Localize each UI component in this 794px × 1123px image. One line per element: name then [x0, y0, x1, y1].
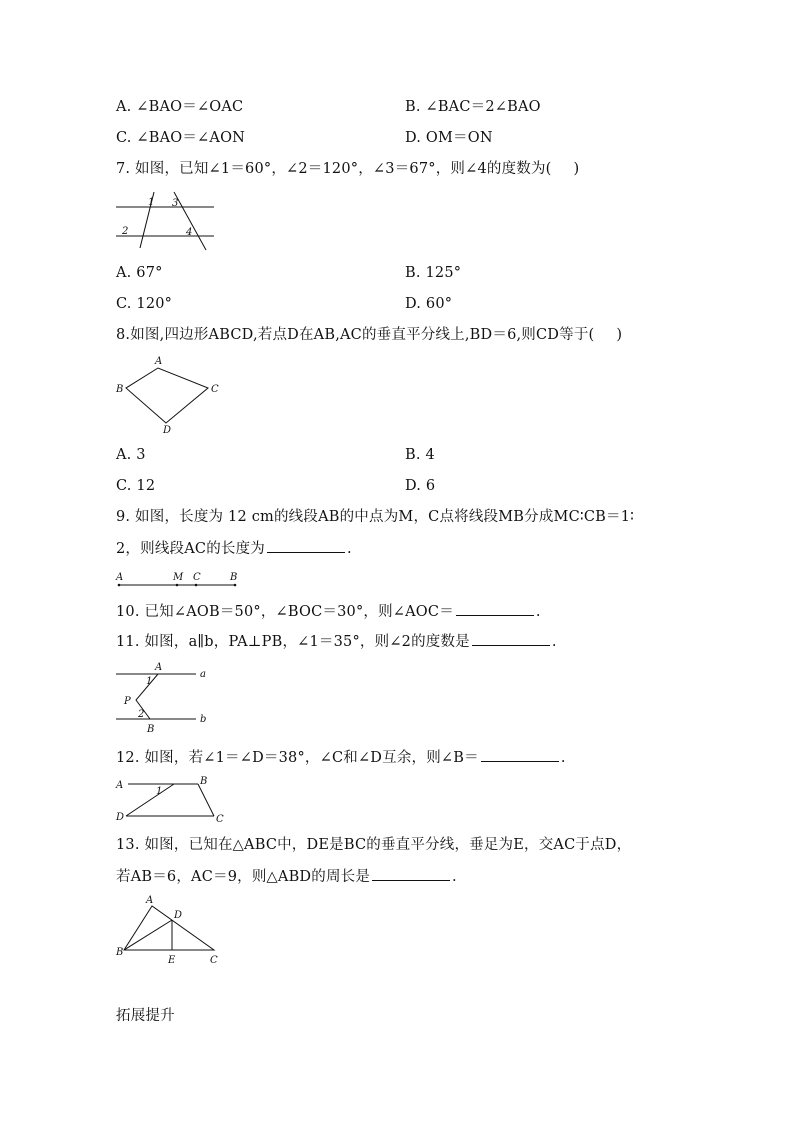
q12-answer-blank[interactable]: [481, 747, 559, 762]
q12-label-c: C: [216, 814, 224, 825]
q12-side-bc: [198, 784, 214, 816]
q13-figure: [116, 892, 226, 966]
q11-stem-text: 11. 如图，a∥b，PA⊥PB，∠1＝35°，则∠2的度数是: [116, 634, 470, 650]
q6-option-d: D. OM＝ON: [405, 130, 493, 146]
q12-label-b: B: [200, 776, 208, 787]
q7-stem: [116, 159, 579, 179]
q8-stem-close: ): [616, 327, 623, 343]
q10-stem: [116, 601, 541, 622]
q12-label-a: A: [116, 780, 124, 791]
q8-option-a: A. 3: [116, 447, 146, 463]
q13-label-d: D: [174, 910, 183, 921]
q9-answer-blank[interactable]: [267, 538, 345, 553]
q9-label-b: B: [230, 572, 238, 583]
q9-point-c: [195, 584, 198, 587]
q9-stem-line2-end: .: [347, 541, 352, 557]
q7-option-a: A. 67°: [116, 265, 163, 281]
q9-label-c: C: [193, 572, 201, 583]
q8-option-c: C. 12: [116, 478, 156, 494]
q7-angle-1-label: 1: [148, 197, 155, 208]
q11-label-line-b: b: [200, 714, 207, 725]
q13-label-c: C: [210, 955, 218, 966]
q13-label-a: A: [146, 895, 154, 906]
q7-figure: [116, 190, 216, 250]
q8-option-d: D. 6: [405, 478, 436, 494]
q7-right-transversal: [174, 192, 206, 250]
q7-angle-4-label: 4: [186, 227, 193, 238]
q9-point-m: [176, 584, 179, 587]
q13-segment-bd: [124, 920, 172, 950]
q13-answer-blank[interactable]: [372, 866, 450, 881]
q12-figure: [116, 775, 226, 825]
q12-label-d: D: [116, 812, 125, 823]
q12-angle-1-label: 1: [156, 786, 163, 797]
q13-stem-line2-end: .: [452, 869, 457, 885]
q10-stem-text: 10. 已知∠AOB＝50°，∠BOC＝30°，则∠AOC＝: [116, 604, 454, 620]
q8-vertex-c-label: C: [211, 384, 219, 395]
q8-vertex-b-label: B: [116, 384, 124, 395]
q8-vertex-a-label: A: [155, 356, 163, 367]
q11-stem-end: .: [551, 634, 557, 650]
q10-stem-end: .: [535, 604, 541, 620]
q9-figure: [116, 570, 241, 592]
q12-diagonal-db: [126, 784, 174, 816]
q9-stem-line2: [116, 538, 352, 559]
q9-label-a: A: [116, 572, 124, 583]
q9-point-b: [234, 584, 237, 587]
q9-stem-line1: 9. 如图，长度为 12 cm的线段AB的中点为M，C点将线段MB分成MC∶CB＝1∶: [116, 509, 635, 525]
q11-label-b-point: B: [147, 724, 155, 735]
q13-label-b: B: [116, 947, 124, 958]
q8-vertex-d-label: D: [163, 425, 172, 436]
q11-label-line-a: a: [200, 669, 206, 680]
q6-option-c: C. ∠BAO＝∠AON: [116, 130, 246, 146]
q9-point-a: [118, 584, 121, 587]
q12-stem-end: .: [560, 750, 566, 766]
section-heading: 拓展提升: [116, 1008, 175, 1024]
q13-stem-line1: 13. 如图，已知在△ABC中，DE是BC的垂直平分线，垂足为E，交AC于点D，: [116, 837, 632, 853]
q13-stem-line2-text: 若AB＝6，AC＝9，则△ABD的周长是: [116, 869, 371, 885]
q8-quadrilateral: [126, 368, 208, 423]
q11-figure: [116, 660, 216, 736]
q6-option-b: B. ∠BAC＝2∠BAO: [405, 99, 541, 115]
q10-answer-blank[interactable]: [456, 601, 534, 616]
q9-label-m: M: [173, 572, 184, 583]
q11-answer-blank[interactable]: [472, 631, 550, 646]
q7-angle-2-label: 2: [122, 226, 129, 237]
q8-stem: [116, 325, 622, 345]
q8-stem-text: 8.如图,四边形ABCD,若点D在AB,AC的垂直平分线上,BD＝6,则CD等于(: [116, 327, 595, 343]
q8-option-b: B. 4: [405, 447, 435, 463]
q12-stem: [116, 747, 566, 768]
q11-angle-2-label: 2: [138, 709, 145, 720]
q7-option-b: B. 125°: [405, 265, 462, 281]
q13-triangle-abc: [124, 906, 214, 950]
q7-angle-3-label: 3: [172, 198, 179, 209]
q7-option-c: C. 120°: [116, 296, 173, 312]
q6-option-a: A. ∠BAO＝∠OAC: [116, 99, 244, 115]
q11-label-p: P: [124, 696, 131, 707]
q7-option-d: D. 60°: [405, 296, 453, 312]
q11-angle-1-label: 1: [146, 676, 153, 687]
q13-label-e: E: [168, 955, 176, 966]
q9-stem-line2-text: 2，则线段AC的长度为: [116, 541, 265, 557]
q13-stem-line2: [116, 866, 457, 887]
q7-stem-close: ): [573, 161, 580, 177]
q12-stem-text: 12. 如图，若∠1＝∠D＝38°，∠C和∠D互余，则∠B＝: [116, 750, 479, 766]
q8-figure: [116, 355, 226, 435]
q11-stem: [116, 631, 557, 652]
q7-stem-text: 7. 如图，已知∠1＝60°，∠2＝120°，∠3＝67°，则∠4的度数为(: [116, 161, 552, 177]
q11-label-a-point: A: [155, 662, 163, 673]
